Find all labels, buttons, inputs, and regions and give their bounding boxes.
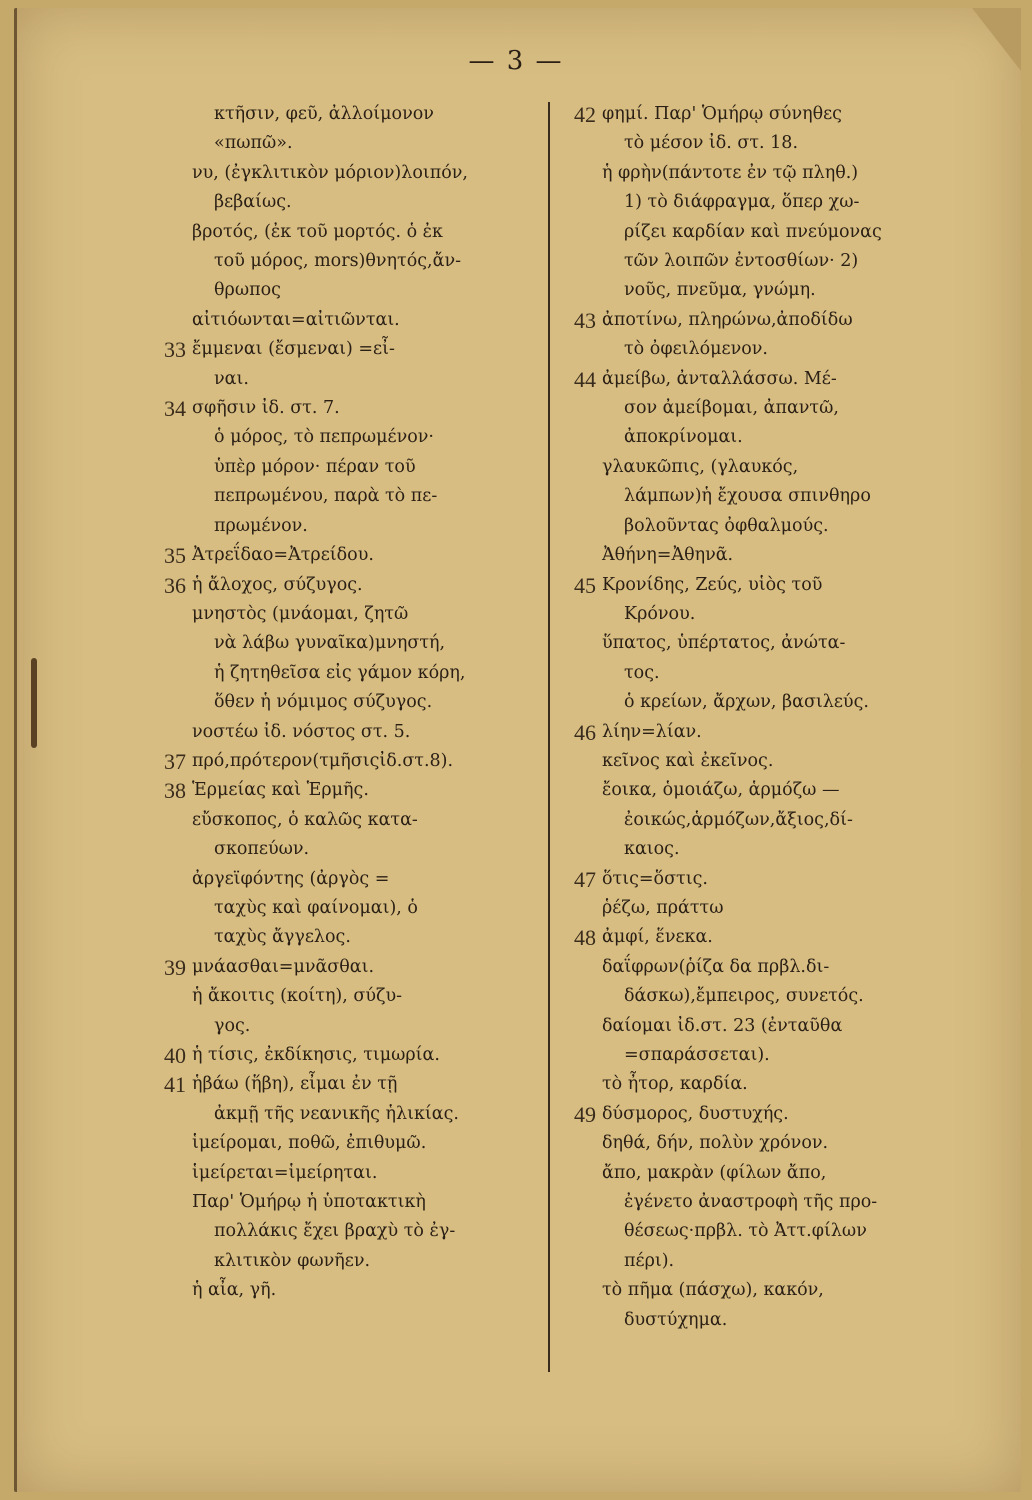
glossary-line: θέσεως·πρβλ. τὸ Ἀττ.φίλων — [624, 1221, 867, 1242]
glossary-line: θρωπος — [214, 280, 281, 301]
glossary-entry — [560, 100, 980, 306]
left-column — [150, 100, 540, 1306]
verse-number: 39 — [164, 954, 186, 980]
glossary-line: ἔοικα, ὁμοιάζω, ἁρμόζω — — [602, 780, 840, 801]
glossary-line: ἐοικώς,ἁρμόζων,ἄξιος,δί- — [624, 809, 853, 830]
glossary-line: τὸ ὀφειλόμενον. — [624, 339, 768, 360]
glossary-line: ἡ αἶα, γῆ. — [192, 1280, 277, 1301]
verse-number: 48 — [574, 925, 596, 951]
glossary-line: αἰτιόωνται=αἰτιῶνται. — [192, 309, 400, 330]
glossary-line: τῶν λοιπῶν ἐντοσθίων· 2) — [624, 251, 859, 272]
glossary-entry — [150, 571, 540, 747]
glossary-line: ἡ ζητηθεῖσα εἰς γάμον κόρη, — [214, 662, 466, 683]
glossary-line: ὕπατος, ὑπέρτατος, ἀνώτα- — [602, 633, 846, 654]
glossary-line: κτῆσιν, φεῦ, ἀλλοίμονον — [214, 104, 434, 124]
glossary-line: σον ἀμείβομαι, ἀπαντῶ, — [624, 398, 839, 419]
glossary-line: καιος. — [624, 839, 680, 860]
glossary-entry — [150, 776, 540, 952]
glossary-entry — [560, 365, 980, 571]
verse-number: 41 — [164, 1072, 186, 1098]
glossary-entry — [560, 571, 980, 718]
glossary-line: ταχὺς ἄγγελος. — [214, 927, 351, 948]
glossary-line: Κρονίδης, Ζεύς, υἱὸς τοῦ — [602, 574, 823, 595]
glossary-entry — [560, 306, 980, 365]
glossary-line: ταχὺς καὶ φαίνομαι), ὁ — [214, 897, 418, 918]
glossary-line: φημί. Παρ' Ὁμήρῳ σύνηθες — [602, 104, 842, 124]
verse-number: 37 — [164, 748, 186, 774]
glossary-line: ἀποτίνω, πληρώνω,ἀποδίδω — [602, 309, 853, 330]
glossary-line: «πωπῶ». — [214, 133, 293, 154]
glossary-entry — [150, 953, 540, 1041]
glossary-line: ἀποκρίνομαι. — [624, 427, 743, 448]
glossary-line: πεπρωμένου, παρὰ τὸ πε- — [214, 486, 438, 507]
binding-thread — [31, 658, 37, 748]
glossary-line: λάμπων)ἡ ἔχουσα σπινθηρο — [624, 486, 871, 507]
glossary-line: πρό,πρότερον(τμῆσιςἰδ.στ.8). — [192, 750, 454, 771]
page-number: — 3 — — [468, 46, 564, 76]
verse-number: 49 — [574, 1101, 596, 1127]
glossary-entry — [150, 541, 540, 570]
verse-number: 46 — [574, 719, 596, 745]
glossary-entry — [560, 923, 980, 1099]
glossary-line: ὑπὲρ μόρον· πέραν τοῦ — [214, 456, 416, 477]
glossary-line: Ἑρμείας καὶ Ἑρμῆς. — [192, 780, 369, 801]
glossary-line: νὰ λάβω γυναῖκα)μνηστή, — [214, 633, 446, 654]
glossary-line: μνηστὸς (μνάομαι, ζητῶ — [192, 603, 409, 624]
glossary-line: ῥέζω, πράττω — [602, 897, 724, 918]
glossary-line: δυστύχημα. — [624, 1309, 728, 1330]
glossary-line: τος. — [624, 662, 660, 683]
glossary-line: Ἀτρεΐδαο=Ἀτρείδου. — [192, 545, 374, 566]
right-column — [560, 100, 980, 1335]
glossary-line: σκοπεύων. — [214, 839, 310, 860]
glossary-line: νοστέω ἰδ. νόστος στ. 5. — [192, 721, 411, 742]
glossary-line: μνάασθαι=μνᾶσθαι. — [192, 956, 375, 977]
glossary-line: πρωμένον. — [214, 515, 308, 536]
glossary-line: ἀκμῇ τῆς νεανικῆς ἡλικίας. — [214, 1103, 459, 1124]
glossary-line: εὔσκοπος, ὁ καλῶς κατα- — [192, 809, 418, 830]
glossary-line: ἡ τίσις, ἐκδίκησις, τιμωρία. — [192, 1045, 440, 1065]
glossary-line: ἐγένετο ἀναστροφὴ τῆς προ- — [624, 1192, 878, 1213]
glossary-line: δηθά, δήν, πολὺν χρόνον. — [602, 1133, 829, 1154]
glossary-line: ἀμφί, ἕνεκα. — [602, 927, 713, 948]
glossary-entry — [150, 747, 540, 776]
glossary-entry — [560, 865, 980, 924]
glossary-line: =σπαράσσεται). — [624, 1045, 770, 1065]
glossary-line: ὅτις=ὅστις. — [602, 868, 708, 889]
glossary-line: κεῖνος καὶ ἐκεῖνος. — [602, 750, 774, 771]
glossary-entry — [150, 394, 540, 541]
glossary-line: ἱμείρεται=ἱμείρηται. — [192, 1162, 378, 1183]
glossary-line: ἡ ἄκοιτις (κοίτη), σύζυ- — [192, 986, 403, 1007]
glossary-line: ἡ ἄλοχος, σύζυγος. — [192, 574, 363, 595]
glossary-line: τὸ μέσον ἰδ. στ. 18. — [624, 133, 799, 154]
verse-number: 36 — [164, 572, 186, 598]
glossary-line: ἔμμεναι (ἔσμεναι) =εἶ- — [192, 339, 395, 360]
verse-number: 42 — [574, 102, 596, 127]
glossary-line: δαΐφρων(ῥίζα δα πρβλ.δι- — [602, 956, 830, 977]
glossary-line: ἱμείρομαι, ποθῶ, ἐπιθυμῶ. — [192, 1133, 427, 1154]
verse-number: 35 — [164, 543, 186, 569]
glossary-line: ἡ φρὴν(πάντοτε ἐν τῷ πληθ.) — [602, 162, 859, 183]
glossary-line: πέρι). — [624, 1250, 675, 1271]
glossary-line: βεβαίως. — [214, 192, 292, 213]
glossary-line: τὸ ἦτορ, καρδία. — [602, 1074, 748, 1095]
glossary-line: 1) τὸ διάφραγμα, ὅπερ χω- — [624, 192, 860, 213]
glossary-line: κλιτικὸν φωνῆεν. — [214, 1250, 371, 1271]
glossary-line: πολλάκις ἔχει βραχὺ τὸ ἐγ- — [214, 1221, 456, 1242]
glossary-line: νυ, (ἐγκλιτικὸν μόριον)λοιπόν, — [192, 162, 468, 183]
glossary-line: γος. — [214, 1015, 251, 1036]
glossary-line: σφῆσιν ἰδ. στ. 7. — [192, 398, 340, 419]
glossary-line: δάσκω),ἔμπειρος, συνετός. — [624, 986, 864, 1007]
glossary-line: τὸ πῆμα (πάσχω), κακόν, — [602, 1280, 824, 1301]
glossary-line: τοῦ μόρος, mors)θνητός,ἄν- — [214, 251, 461, 272]
glossary-entry — [150, 100, 540, 335]
glossary-entry — [560, 1100, 980, 1335]
glossary-entry — [150, 1041, 540, 1070]
verse-number: 38 — [164, 778, 186, 804]
glossary-line: ὅθεν ἡ νόμιμος σύζυγος. — [214, 692, 433, 713]
glossary-line: ἡβάω (ἥβη), εἶμαι ἐν τῇ — [192, 1074, 398, 1095]
glossary-line: Παρ' Ὁμήρῳ ἡ ὑποτακτικὴ — [192, 1192, 426, 1213]
glossary-line: ναι. — [214, 368, 249, 389]
glossary-line: δαίομαι ἰδ.στ. 23 (ἐνταῦθα — [602, 1015, 843, 1036]
glossary-line: νοῦς, πνεῦμα, γνώμη. — [624, 280, 816, 301]
glossary-line: ὁ κρείων, ἄρχων, βασιλεύς. — [624, 692, 869, 713]
verse-number: 44 — [574, 366, 596, 392]
glossary-line: ὁ μόρος, τὸ πεπρωμένον· — [214, 427, 434, 448]
glossary-line: βροτός, (ἐκ τοῦ μορτός. ὁ ἐκ — [192, 221, 443, 242]
glossary-entry — [560, 718, 980, 865]
glossary-line: ἀμείβω, ἀνταλλάσσω. Μέ- — [602, 368, 837, 389]
glossary-entry — [150, 1070, 540, 1305]
glossary-line: Κρόνου. — [624, 603, 696, 624]
verse-number: 33 — [164, 337, 186, 363]
glossary-line: δύσμορος, δυστυχής. — [602, 1103, 789, 1124]
verse-number: 40 — [164, 1043, 186, 1068]
verse-number: 34 — [164, 396, 186, 422]
glossary-line: Ἀθήνη=Ἀθηνᾶ. — [602, 545, 734, 566]
glossary-line: ἀργεϊφόντης (ἀργὸς = — [192, 868, 390, 889]
column-divider — [548, 102, 550, 1372]
glossary-line: λίην=λίαν. — [602, 721, 702, 742]
verse-number: 45 — [574, 572, 596, 598]
glossary-line: γλαυκῶπις, (γλαυκός, — [602, 456, 799, 477]
glossary-line: ρίζει καρδίαν καὶ πνεύμονας — [624, 221, 882, 242]
glossary-line: βολοῦντας ὀφθαλμούς. — [624, 515, 829, 536]
verse-number: 47 — [574, 866, 596, 892]
glossary-entry — [150, 335, 540, 394]
verse-number: 43 — [574, 307, 596, 333]
glossary-line: ἄπο, μακρὰν (φίλων ἄπο, — [602, 1162, 827, 1183]
